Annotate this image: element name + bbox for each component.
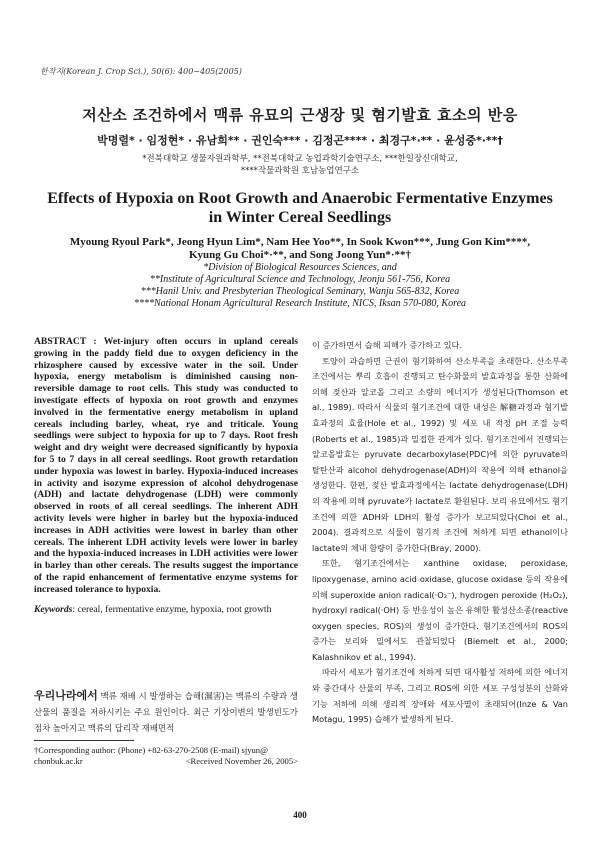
- footnote-line-1: †Corresponding author: (Phone) +82-63-270-2508 (E-mail) sjyun@: [34, 745, 269, 755]
- english-authors-line-1: Myoung Ryoul Park*, Jeong Hyun Lim*, Nam Hee Yoo**, In Sook Kwon***, Jung Gon Kim****,: [69, 236, 531, 248]
- english-affiliation: *Division of Biological Resources Sciences, and: [203, 262, 397, 273]
- english-title: [0, 189, 600, 227]
- footnote-divider: [34, 740, 134, 741]
- footnote: [34, 745, 298, 767]
- keywords-text: : cereal, fermentative enzyme, hypoxia, root growth: [72, 603, 272, 615]
- introduction-lead: 우리나라에서: [34, 689, 98, 702]
- english-affiliation: ***Hanil Univ. and Presbyterian Theological Seminary, Wanju 565-832, Korea: [140, 286, 460, 297]
- english-title-line-2: in Winter Cereal Seedlings: [208, 209, 392, 226]
- korean-affiliation-1: *전북대학교 생물자원과학부, **전북대학교 농업과학기술연구소, ***한일장신대학교,: [142, 154, 458, 164]
- korean-affiliation-2: ****작물과학원 호남농업연구소: [240, 166, 360, 176]
- body-paragraph: 또한, 혐기조건에서는 xanthine oxidase, peroxidase, lipoxygenase, amino acid oxidase, glucose oxidase 등의 작용에 의해 superoxide anion radical(·O₂⁻), hydrogen peroxide (H₂O₂), hydroxyl radical(·OH) 등 반응성이 높은 유해한 활성산소종(reactive oxygen species, ROS)의 생성이 증가한다. 혐기조건에서의 ROS의 증가는 보리와 밀에서도 관찰되었다 (Biemelt et al., 2000; Kalashnikov et al., 1994).: [312, 558, 568, 662]
- page-number: 400: [293, 810, 307, 820]
- body-paragraph: 토양이 과습하면 근권이 혐기화하여 산소부족을 초래한다. 산소부족 조건에서는 뿌리 호흡이 진행되고 탄수화물의 발효과정을 통한 산화에 의해 젖산과 알코올 그리고 소량의 에너지가 생성된다(Thomson et al., 1989). 따라서 식물의 혐기조건에 대한 내성은 解糖과정과 혐기발효과정의 효율(Hole et al., 1992) 및 세포 내 적정 pH 조절 능력(Roberts et al., 1985)과 밀접한 관계가 있다. 혐기조건에서 진행되는 알코올발효는 pyruvate decarboxylase(PDC)에 의한 pyruvate의 탈탄산과 alcohol dehydrogenase(ADH)의 작용에 의해 ethanol을 생성한다. 한편, 젖산 발효과정에서는 lactate dehydrogenase(LDH)의 작용에 의해 pyruvate가 lactate로 환원된다. 보리 유묘에서도 혐기조건에 의한 ADH와 LDH의 활성 증가가 보고되었다(Choi et al., 2004). 결과적으로 식물이 혐기적 조건에 처하게 되면 ethanol이나 lactate의 체내 함량이 증가한다(Bray, 2000).: [312, 355, 568, 553]
- english-authors: [0, 236, 600, 262]
- keywords-label: Keywords: [34, 603, 73, 615]
- abstract: ABSTRACT : Wet-injury often occurs in upland cereals growing in the paddy field due to oxygen deficiency in the rhizosphere caused by excessive water in the soil. Under hypoxia, energy metabolism is diminished causing non-reversible damage to root cells. This study was conducted to investigate effects of hypoxia on root growth and enzymes involved in the fermentative energy metabolism in upland cereals including barley, wheat, rye and triticale. Young seedlings were subject to hypoxia for up to 7 days. Root fresh weight and dry weight were decreased significantly by hypoxia for 5 to 7 days in all cereal seedlings. Root growth retardation under hypoxia was lowest in barley. Hypoxia-induced increases in activity and isozyme expression of alcohol dehydrogenase (ADH) and lactate dehydrogenase (LDH) were commonly observed in roots of all cereal seedlings. The inherent ADH activity levels were higher in barley but the hypoxia-induced increases in ADH activities were lowest in barley than other cereals. The inherent LDH activity levels were lower in barley and the hypoxia-induced increases in LDH activities were lower in barley than other cereals. The results suggest the importance of the rapid enhancement of fermentative enzyme systems for increased tolerance to hypoxia.: [34, 336, 298, 595]
- introduction-left: [34, 688, 298, 736]
- received-date: <Received November 26, 2005>: [185, 756, 298, 766]
- introduction-text: 맥류 재배 시 발생하는 습해(濕害)는 맥류의 수량과 생산물의 품질을 저하시키는 주요 원인이다. 최근 기상이변의 발생빈도가 점차 높아지고 맥류의 답리작 재배면적: [34, 691, 298, 733]
- english-title-line-1: Effects of Hypoxia on Root Growth and Anaerobic Fermentative Enzymes: [47, 190, 553, 207]
- footnote-email: chonbuk.ac.kr: [34, 756, 83, 766]
- korean-title: 저산소 조건하에서 맥류 유묘의 근생장 및 혐기발효 효소의 반응: [82, 106, 518, 124]
- body-paragraph: 이 증가하면서 습해 피해가 증가하고 있다.: [312, 340, 463, 350]
- english-affiliation: **Institute of Agricultural Science and Technology, Jeonju 561-756, Korea: [149, 274, 451, 285]
- journal-header: 한작지(Korean J. Crop Sci.), 50(6): 400~405(2005): [40, 67, 242, 76]
- left-column: [34, 336, 298, 616]
- keywords: [34, 604, 298, 616]
- body-paragraph: 따라서 세포가 혐기조건에 처하게 되면 대사활성 저하에 의한 에너지와 중간대사 산물의 부족, 그리고 ROS에 의한 세포 구성성분의 산화와 기능 저하에 의해 생리적 장애와 세포사멸이 초래되어(Inze & Van Motagu, 1995) 습해가 발생하게 된다.: [312, 667, 568, 725]
- english-authors-line-2: Kyung Gu Choi*·**, and Song Joong Yun*·**†: [188, 249, 412, 261]
- right-column: [312, 338, 568, 728]
- korean-authors: 박명렬* · 임정현* · 유남희** · 권인숙*** · 김정곤**** · 최경구*·** · 윤성중*·**†: [97, 134, 503, 147]
- english-affiliation: ****National Honam Agricultural Research Institute, NICS, Iksan 570-080, Korea: [133, 298, 467, 309]
